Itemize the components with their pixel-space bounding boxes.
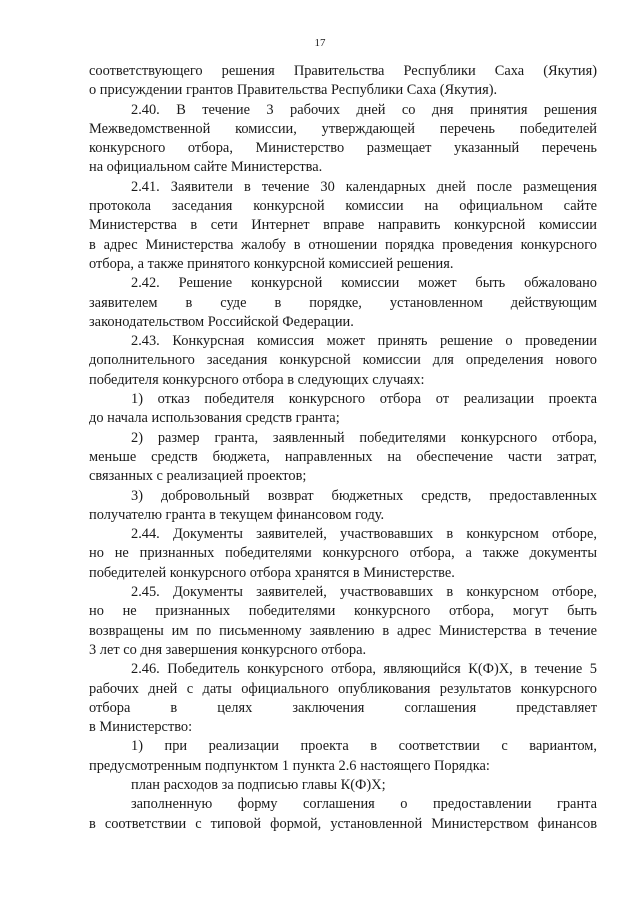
text-line: победителя конкурсного отбора в следующих случаях: — [89, 371, 425, 388]
text-line: связанных с реализацией проектов; — [89, 468, 307, 485]
text-line: 2.44. Документы заявителей, участвовавших в конкурсном отборе, — [131, 526, 597, 543]
text-line: 1) при реализации проекта в соответствии с вариантом, — [131, 738, 597, 755]
text-line: но не признанных победителями конкурсного отбора, могут быть — [89, 603, 597, 620]
text-line: отбора в целях заключения соглашения представляет — [89, 699, 597, 716]
text-line: дополнительного заседания конкурсной комиссии для определения нового — [89, 352, 597, 369]
text-line: меньше средств бюджета, направленных на обеспечение части затрат, — [89, 448, 597, 465]
text-line: 2.45. Документы заявителей, участвовавших в конкурсном отборе, — [131, 584, 597, 601]
text-line: 2.40. В течение 3 рабочих дней со дня принятия решения — [131, 101, 597, 118]
text-line: 2.42. Решение конкурсной комиссии может быть обжаловано — [131, 275, 597, 292]
text-line: заполненную форму соглашения о предоставлении гранта — [131, 796, 597, 813]
text-line: о присуждении грантов Правительства Республики Саха (Якутия). — [89, 82, 498, 99]
text-line: в адрес Министерства жалобу в отношении порядка проведения конкурсного — [89, 236, 597, 253]
text-line: заявителем в суде в порядке, установленном действующим — [89, 294, 597, 311]
text-line: Министерства в сети Интернет вправе направить конкурсной комиссии — [89, 217, 597, 234]
text-line: 2.43. Конкурсная комиссия может принять решение о проведении — [131, 333, 597, 350]
text-line: предусмотренным подпунктом 1 пункта 2.6 настоящего Порядка: — [89, 757, 490, 774]
text-line: конкурсного отбора, Министерство размещает указанный перечень — [89, 140, 597, 157]
text-line: 1) отказ победителя конкурсного отбора от реализации проекта — [131, 391, 597, 408]
document-body — [89, 62, 597, 834]
text-line: 2.46. Победитель конкурсного отбора, являющийся К(Ф)Х, в течение 5 — [131, 661, 597, 678]
text-line: отбора, а также принятого конкурсной комиссией решения. — [89, 255, 454, 272]
text-line: законодательством Российской Федерации. — [89, 313, 354, 330]
text-line: протокола заседания конкурсной комиссии на официальном сайте — [89, 198, 597, 215]
text-line: в соответствии с типовой формой, установленной Министерством финансов — [89, 815, 597, 832]
text-line: 2) размер гранта, заявленный победителями конкурсного отбора, — [131, 429, 597, 446]
text-line: 3 лет со дня завершения конкурсного отбора. — [89, 641, 367, 658]
text-line: план расходов за подписью главы К(Ф)Х; — [131, 776, 386, 793]
text-line: на официальном сайте Министерства. — [89, 159, 323, 176]
text-line: в Министерство: — [89, 719, 193, 736]
text-line: 2.41. Заявители в течение 30 календарных дней после размещения — [131, 178, 597, 195]
text-line: победителей конкурсного отбора хранятся в Министерстве. — [89, 564, 455, 581]
text-line: рабочих дней с даты официального опубликования результатов конкурсного — [89, 680, 597, 697]
text-line: 3) добровольный возврат бюджетных средств, предоставленных — [131, 487, 597, 504]
text-line: до начала использования средств гранта; — [89, 410, 340, 427]
text-line: получателю гранта в текущем финансовом году. — [89, 506, 385, 523]
text-line: соответствующего решения Правительства Республики Саха (Якутия) — [89, 63, 597, 79]
text-line: Межведомственной комиссии, утверждающей перечень победителей — [89, 120, 597, 137]
text-line: но не признанных победителями конкурсного отбора, а также документы — [89, 545, 597, 562]
text-line: возвращены им по письменному заявлению в адрес Министерства в течение — [89, 622, 597, 639]
page-number: 17 — [314, 37, 326, 49]
